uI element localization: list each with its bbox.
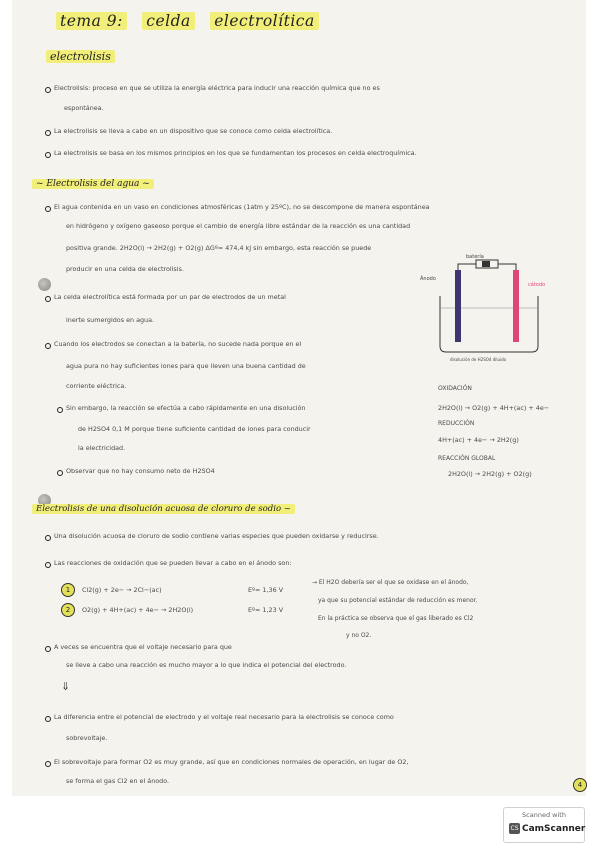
- text-line: La electrolisis se lleva a cabo en un dispositivo que se conoce como celda electrolítica.: [54, 127, 333, 135]
- oxidation-equation: 2H2O(l) → O2(g) + 4H+(ac) + 4e−: [438, 404, 550, 412]
- text-line: se forma el gas Cl2 en el ánodo.: [66, 777, 170, 785]
- electrolysis-cell-diagram: [420, 250, 570, 370]
- page-title: tema 9: celda electrolítica: [56, 12, 329, 30]
- reduction-equation: 4H+(ac) + 4e− → 2H2(g): [438, 436, 519, 444]
- text-line: Sin embargo, la reacción se efectúa a cabo rápidamente en una disolución: [66, 404, 306, 412]
- global-label: REACCIÓN GLOBAL: [438, 455, 496, 462]
- text-line: espontánea.: [64, 104, 104, 112]
- text-line: en hidrógeno y oxígeno gaseoso porque el cambio de energía libre estándar de la reacción es una cantidad: [66, 222, 411, 230]
- camscanner-logo-icon: CS: [510, 825, 519, 832]
- bullet-icon: [45, 152, 51, 158]
- bullet-icon: [57, 470, 63, 476]
- equation-number-badge: 2: [61, 603, 75, 617]
- anode-label: Ánodo: [420, 276, 436, 282]
- note-line: En la práctica se observa que el gas liberado es Cl2: [318, 615, 474, 622]
- text-line: El agua contenida en un vaso en condiciones atmosféricas (1atm y 25ºC), no se descompone de manera espontánea: [54, 203, 430, 211]
- bullet-icon: [45, 130, 51, 136]
- bullet-icon: [45, 87, 51, 93]
- global-equation: 2H2O(l) → 2H2(g) + O2(g): [448, 470, 532, 478]
- text-line: La diferencia entre el potencial de electrodo y el voltaje real necesario para la electrolisis se conoce como: [54, 713, 394, 721]
- text-line: La electrolisis se basa en los mismos principios en los que se fundamentan los procesos en celda electroquímica.: [54, 149, 417, 157]
- reduction-label: REDUCCIÓN: [438, 420, 475, 427]
- text-line: se lleve a cabo una reacción es mucho mayor a lo que indica el potencial del electrodo.: [66, 661, 347, 669]
- bullet-icon: [45, 535, 51, 541]
- notebook-page: [12, 0, 586, 796]
- heading-electrolisis-nacl: Electrolisis de una disolución acuosa de cloruro de sodio ~: [32, 504, 295, 514]
- text-line: inerte sumergidos en agua.: [66, 316, 155, 324]
- punch-hole: [38, 278, 51, 291]
- equation-line: O2(g) + 4H+(ac) + 4e− → 2H2O(l): [82, 606, 194, 614]
- text-line: Una disolución acuosa de cloruro de sodio contiene varias especies que pueden oxidarse y reducirse.: [54, 532, 379, 540]
- oxidation-label: OXIDACIÓN: [438, 385, 472, 392]
- camscanner-watermark: [503, 807, 585, 843]
- note-line: ya que su potencial estándar de reducción es menor.: [318, 597, 478, 604]
- text-line: corriente eléctrica.: [66, 382, 127, 390]
- text-line: producir en una celda de electrolisis.: [66, 265, 184, 273]
- potential-value: Eº= 1,23 V: [248, 606, 284, 614]
- text-line: A veces se encuentra que el voltaje necesario para que: [54, 643, 232, 651]
- potential-value: Eº= 1,36 V: [248, 586, 284, 594]
- scanned-with-text: Scanned with: [522, 811, 566, 819]
- heading-electrolisis: electrolisis: [46, 50, 115, 63]
- text-line: la electricidad.: [78, 444, 126, 452]
- text-line: agua pura no hay suficientes iones para que lleven una buena cantidad de: [66, 362, 306, 370]
- bullet-icon: [45, 761, 51, 767]
- heading-electrolisis-agua: ~ Electrolisis del agua ~: [32, 179, 154, 189]
- solution-label: disolución de H2SO4 diluido: [450, 357, 507, 362]
- text-line: El sobrevoltaje para formar O2 es muy grande, así que en condiciones normales de operación, en lugar de O2,: [54, 758, 409, 766]
- page-number-badge: 4: [573, 778, 587, 792]
- bullet-icon: [45, 343, 51, 349]
- text-line: La celda electrolítica está formada por un par de electrodos de un metal: [54, 293, 286, 301]
- bullet-icon: [45, 646, 51, 652]
- bullet-icon: [45, 562, 51, 568]
- text-line: de H2SO4 0,1 M porque tiene suficiente cantidad de iones para conducir: [78, 425, 311, 433]
- cathode-label: cátodo: [528, 282, 546, 288]
- bullet-icon: [45, 716, 51, 722]
- text-line: Electrolisis: proceso en que se utiliza la energía eléctrica para inducir una reacción química que no es: [54, 84, 380, 92]
- down-arrow-icon: ⇓: [61, 680, 71, 693]
- text-line: Observar que no hay consumo neto de H2SO4: [66, 467, 215, 475]
- text-line: positiva grande. 2H2O(l) → 2H2(g) + O2(g) ΔGº= 474,4 kJ sin embargo, esta reacción se puede: [66, 244, 372, 252]
- camscanner-brand-text: CamScanner: [522, 824, 586, 834]
- bullet-icon: [45, 206, 51, 212]
- equation-number-badge: 1: [61, 583, 75, 597]
- note-line: y no O2.: [346, 632, 372, 639]
- bullet-icon: [57, 407, 63, 413]
- text-line: Las reacciones de oxidación que se pueden llevar a cabo en el ánodo son:: [54, 559, 292, 567]
- battery-label: batería: [466, 254, 484, 260]
- text-line: Cuando los electrodos se conectan a la batería, no sucede nada porque en el: [54, 340, 302, 348]
- equation-line: Cl2(g) + 2e− → 2Cl−(ac): [82, 586, 162, 594]
- cell-drawing: [420, 250, 570, 370]
- text-line: sobrevoltaje.: [66, 734, 108, 742]
- bullet-icon: [45, 296, 51, 302]
- note-line: → El H2O debería ser el que se oxidase en el ánodo,: [312, 579, 469, 586]
